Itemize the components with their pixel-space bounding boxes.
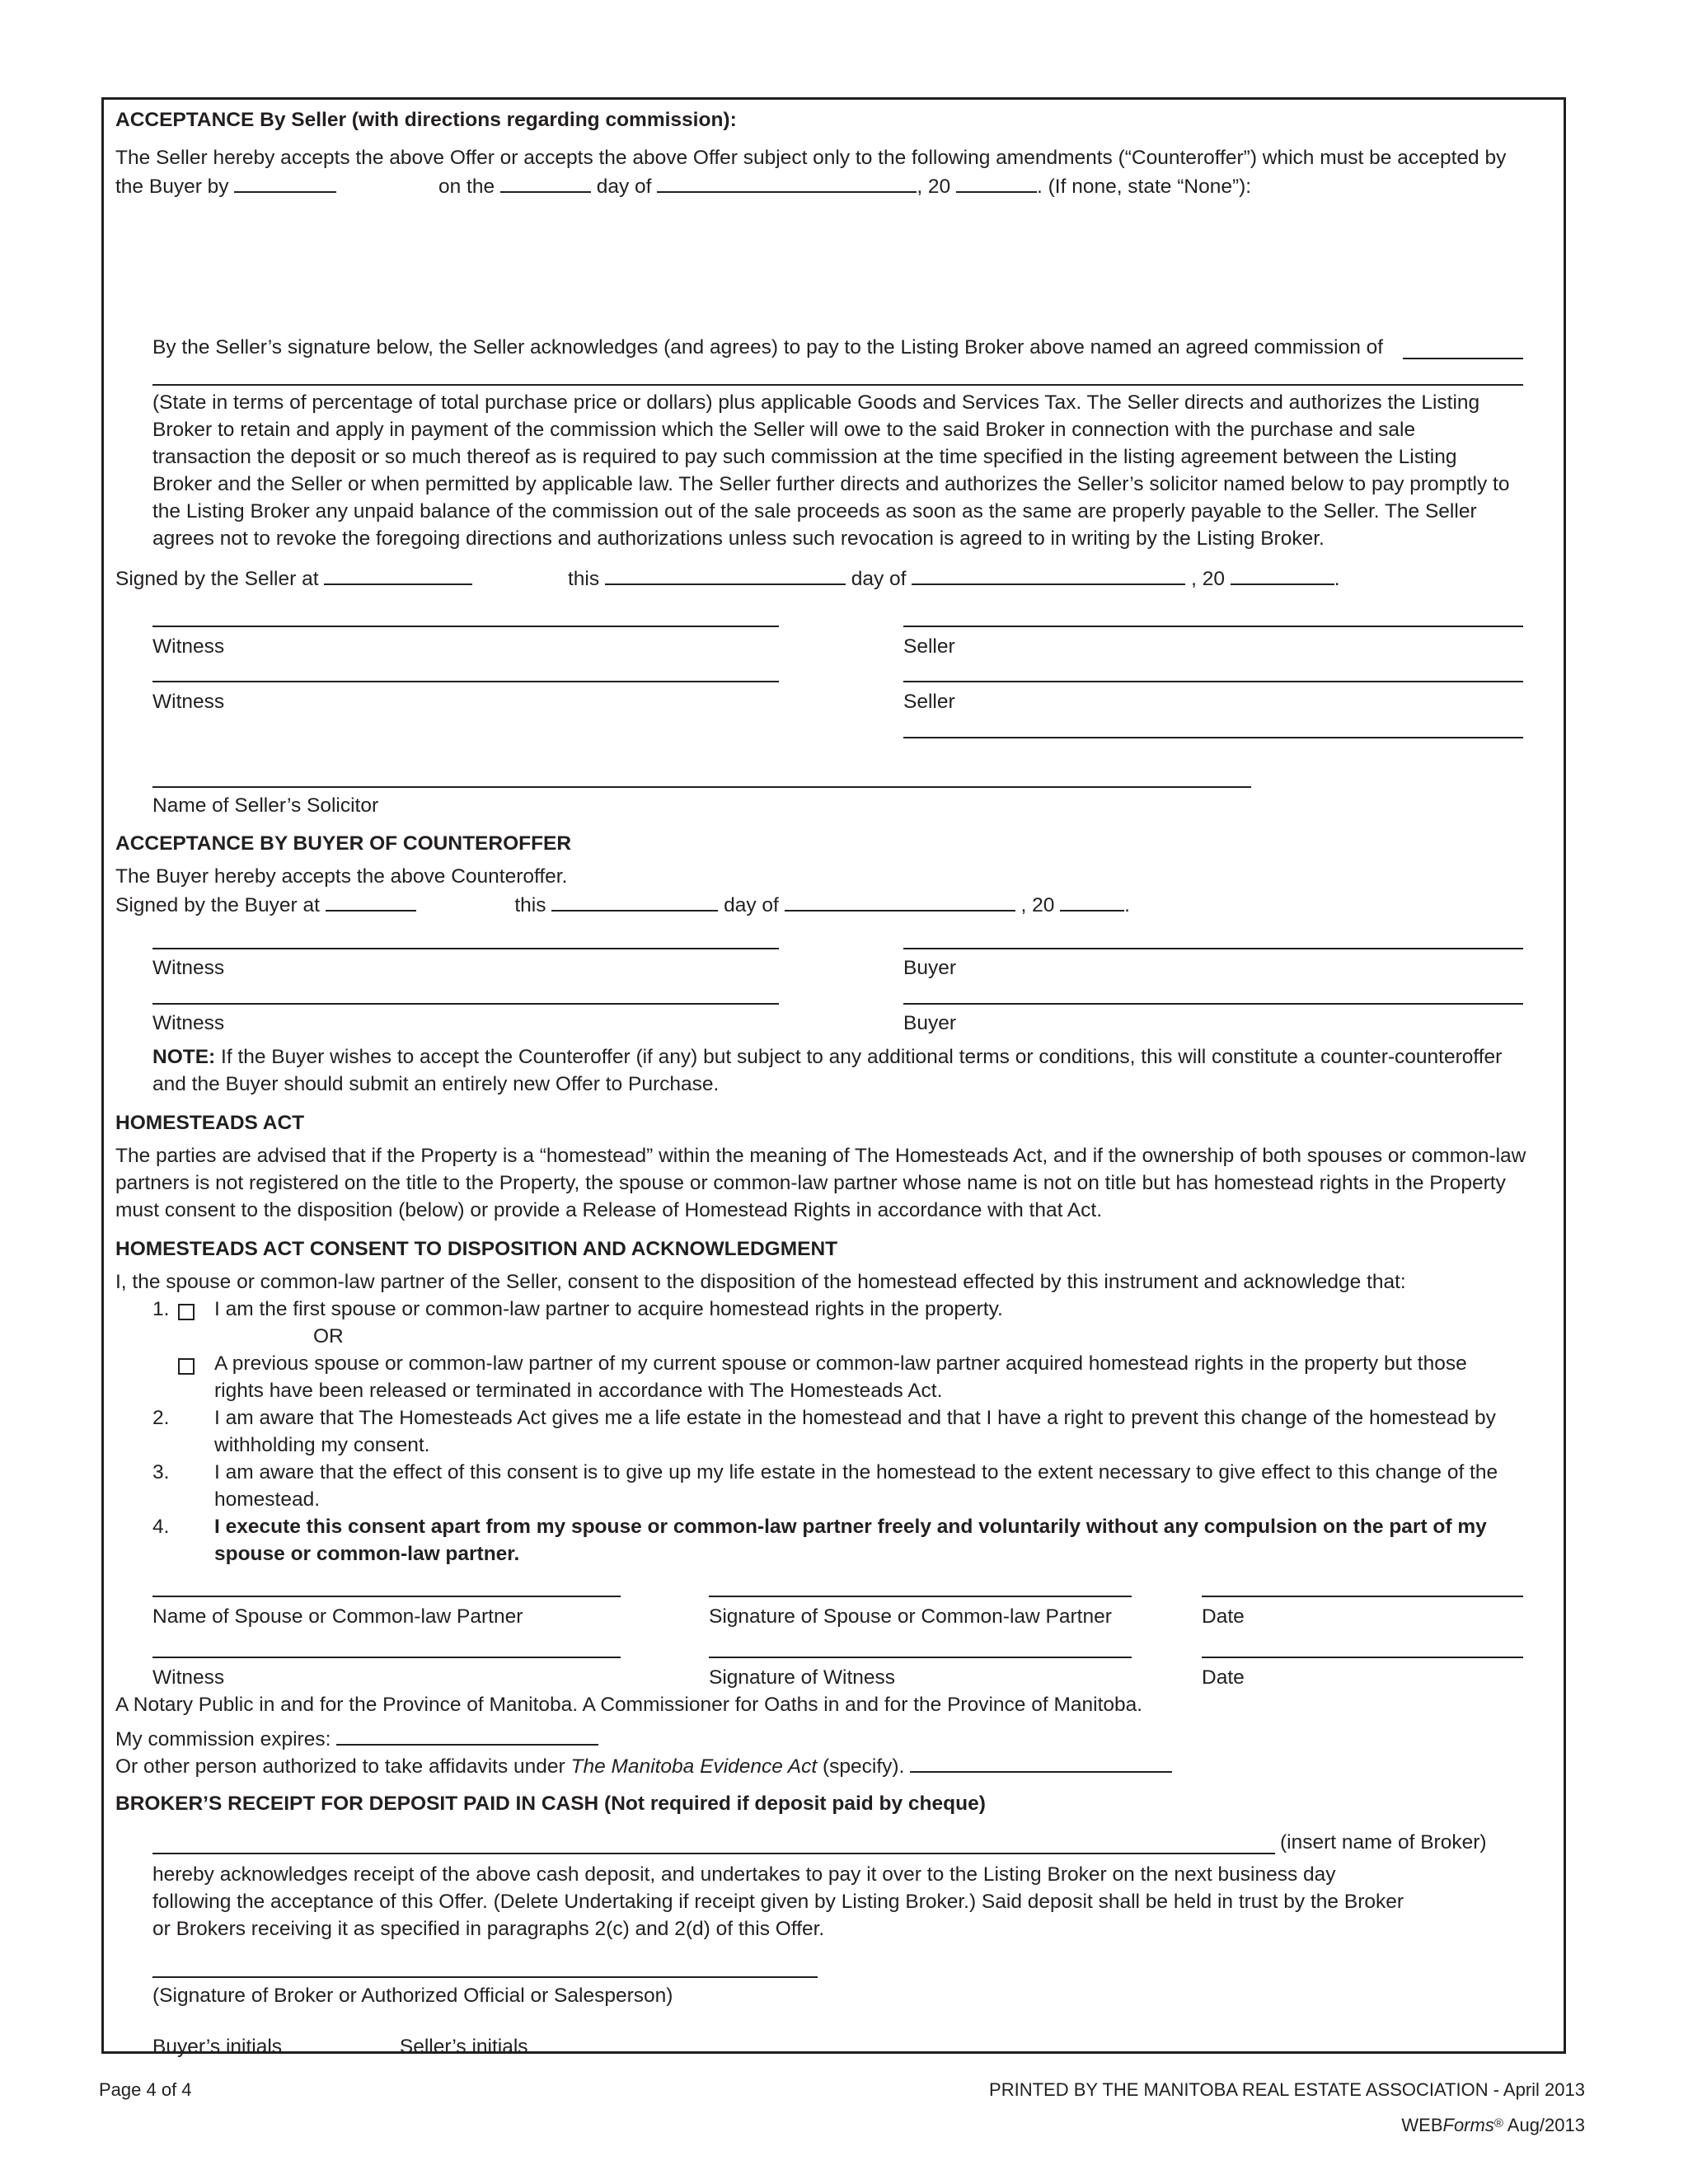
commission-blank-line2[interactable] xyxy=(152,384,1523,386)
buyer2-line[interactable] xyxy=(903,1003,1523,1005)
intro-year-label: , 20 xyxy=(917,176,951,198)
directions-line6: agrees not to revoke the foregoing directions and authorizations unless such revocation is agreed to in writing by the Listing Broker. xyxy=(152,527,1325,550)
or-label: OR xyxy=(313,1325,344,1347)
buyers-initials-blank[interactable] xyxy=(288,2032,400,2053)
item4-line2: spouse or common-law partner. xyxy=(214,1543,520,1565)
broker-signature-line[interactable] xyxy=(152,1976,818,1978)
date2-line[interactable] xyxy=(1202,1657,1523,1658)
date1-label: Date xyxy=(1202,1605,1245,1628)
commission-text: By the Seller’s signature below, the Seller acknowledges (and agrees) to pay to the Listing Broker above named an agreed commission of xyxy=(152,336,1384,359)
spouse-signature-line[interactable] xyxy=(709,1596,1132,1597)
spouse-name-line[interactable] xyxy=(152,1596,621,1597)
item2-number: 2. xyxy=(152,1407,170,1429)
directions-line2: Broker to retain and apply in payment of the commission which the Seller will owe to the said Broker in connection with the purchase and sale xyxy=(152,419,1416,441)
directions-line5: the Listing Broker any unpaid balance of the commission out of the sale proceeds as soon as the same are properly payable to the Seller. The Seller xyxy=(152,500,1477,523)
item3-line1: I am aware that the effect of this consent is to give up my life estate in the homestead to the extent necessary to give effect to this change of the xyxy=(214,1461,1498,1483)
item2-line1: I am aware that The Homesteads Act gives me a life estate in the homestead and that I have a right to prevent this change of the homestead by xyxy=(214,1407,1496,1429)
buyer-month-blank[interactable] xyxy=(785,890,1015,912)
item3-line2: homestead. xyxy=(214,1488,321,1511)
buyer-acceptance-heading: ACCEPTANCE BY BUYER OF COUNTEROFFER xyxy=(115,832,572,855)
receipt-line1: hereby acknowledges receipt of the above cash deposit, and undertakes to pay it over to the Listing Broker on the next business day xyxy=(152,1863,1336,1886)
buyer-witness1-label: Witness xyxy=(152,957,225,979)
forms-label: Forms xyxy=(1442,2115,1494,2135)
solicitor-line[interactable] xyxy=(152,786,1251,788)
homesteads-line1: The parties are advised that if the Property is a “homestead” within the meaning of The Homesteads Act, and if the ownership of both spouses or common-law xyxy=(115,1145,1526,1167)
commission-expires-label: My commission expires: xyxy=(115,1728,331,1750)
date1-line[interactable] xyxy=(1202,1596,1523,1597)
notary-text: A Notary Public in and for the Province of Manitoba. A Commissioner for Oaths in and for the Province of Manitoba. xyxy=(115,1694,1143,1716)
initials-row xyxy=(152,2032,649,2060)
item4-line1: I execute this consent apart from my spouse or common-law partner freely and voluntarily without any compulsion on the part of my xyxy=(214,1516,1487,1538)
directions-line4: Broker and the Seller or when permitted by applicable law. The Seller further directs and authorizes the Seller’s solicitor named below to pay promptly to xyxy=(152,473,1510,495)
seller1-label: Seller xyxy=(903,635,955,658)
other-person-blank[interactable] xyxy=(910,1751,1172,1773)
buyer-this-label: this xyxy=(514,894,546,916)
seller-month-blank[interactable] xyxy=(912,564,1185,585)
intro-none-label: . (If none, state “None”): xyxy=(1037,176,1252,198)
commission-expires-row xyxy=(115,1724,598,1753)
printed-by: PRINTED BY THE MANITOBA REAL ESTATE ASSOCIATION - April 2013 xyxy=(989,2079,1585,2100)
seller-intro-line1: The Seller hereby accepts the above Offer or accepts the above Offer subject only to the following amendments (“Counteroffer”) which must be accepted by xyxy=(115,147,1507,169)
homesteads-line3: must consent to the disposition (below) or provide a Release of Homestead Rights in accordance with that Act. xyxy=(115,1199,1103,1221)
witness2-line[interactable] xyxy=(152,681,779,682)
seller2-line[interactable] xyxy=(903,681,1523,682)
consent-witness-line[interactable] xyxy=(152,1657,621,1658)
item1a-text: I am the first spouse or common-law partner to acquire homestead rights in the property. xyxy=(214,1298,1003,1320)
item3-number: 3. xyxy=(152,1461,170,1483)
broker-receipt-heading: BROKER’S RECEIPT FOR DEPOSIT PAID IN CASH (Not required if deposit paid by cheque) xyxy=(115,1793,986,1815)
webforms-version xyxy=(1401,2111,1585,2139)
buyer-signed-at-blank[interactable] xyxy=(326,890,416,912)
commission-expires-blank[interactable] xyxy=(336,1724,598,1746)
version-label: Aug/2013 xyxy=(1503,2115,1585,2135)
note-line1 xyxy=(152,1043,1502,1071)
note-label: NOTE: xyxy=(152,1046,216,1068)
directions-line1: (State in terms of percentage of total purchase price or dollars) plus applicable Goods and Services Tax. The Seller directs and authorizes the Listing xyxy=(152,391,1480,414)
seller-year-label: , 20 xyxy=(1191,568,1225,590)
item1-number: 1. xyxy=(152,1298,170,1320)
first-spouse-checkbox[interactable] xyxy=(178,1304,195,1320)
note-text: If the Buyer wishes to accept the Counteroffer (if any) but subject to any additional terms or conditions, this will constitute a counter-counteroffer xyxy=(215,1046,1503,1068)
other-person-row xyxy=(115,1751,1172,1780)
buyer-signed-at-row xyxy=(115,890,1130,919)
intro-by-label: the Buyer by xyxy=(115,176,229,198)
buyer-witness2-line[interactable] xyxy=(152,1003,779,1005)
seller-year-blank[interactable] xyxy=(1231,564,1334,585)
web-label: WEB xyxy=(1401,2115,1443,2135)
seller2-label: Seller xyxy=(903,691,955,713)
item1b-line1: A previous spouse or common-law partner of my current spouse or common-law partner acquired homestead rights in the property but those xyxy=(214,1352,1467,1375)
seller-signed-at-row xyxy=(115,564,1340,593)
solicitor-label: Name of Seller’s Solicitor xyxy=(152,794,379,817)
page-number: Page 4 of 4 xyxy=(99,2079,192,2100)
buyers-initials-label: Buyer’s initials xyxy=(152,2036,283,2058)
year-blank[interactable] xyxy=(956,171,1037,193)
seller-intro-line2 xyxy=(115,171,1251,200)
previous-spouse-checkbox[interactable] xyxy=(178,1358,195,1375)
buyer-year-label: , 20 xyxy=(1020,894,1055,916)
item4-number: 4. xyxy=(152,1516,170,1538)
buyer-witness2-label: Witness xyxy=(152,1012,225,1034)
buyer-day-of-label: day of xyxy=(724,894,779,916)
witness1-line[interactable] xyxy=(152,626,779,627)
witness-signature-line[interactable] xyxy=(709,1657,1132,1658)
seller-acceptance-heading: ACCEPTANCE By Seller (with directions regarding commission): xyxy=(115,109,737,131)
month-blank[interactable] xyxy=(657,171,917,193)
other-person-post: (specify). xyxy=(817,1755,905,1778)
consent-heading: HOMESTEADS ACT CONSENT TO DISPOSITION AND ACKNOWLEDGMENT xyxy=(115,1238,838,1260)
date2-label: Date xyxy=(1202,1666,1245,1689)
seller-this-label: this xyxy=(567,568,600,590)
witness2-label: Witness xyxy=(152,691,225,713)
receipt-line2: following the acceptance of this Offer. (Delete Undertaking if receipt given by Listing Broker.) Said deposit shall be held in trust by the Broker xyxy=(152,1891,1404,1913)
broker-name-line[interactable] xyxy=(152,1853,1275,1854)
buyer-accepts-text: The Buyer hereby accepts the above Counteroffer. xyxy=(115,865,568,888)
other-person-act: The Manitoba Evidence Act xyxy=(570,1755,818,1778)
spouse-signature-label: Signature of Spouse or Common-law Partner xyxy=(709,1605,1112,1628)
intro-day-of-label: day of xyxy=(596,176,652,198)
buyer1-label: Buyer xyxy=(903,957,957,979)
seller-this-blank[interactable] xyxy=(605,564,846,585)
seller1-line[interactable] xyxy=(903,626,1523,627)
sellers-initials-blank[interactable] xyxy=(533,2032,649,2053)
consent-intro: I, the spouse or common-law partner of the Seller, consent to the disposition of the homestead effected by this instrument and acknowledge that: xyxy=(115,1271,1406,1293)
other-person-pre: Or other person authorized to take affidavits under xyxy=(115,1755,571,1778)
on-the-day-blank[interactable] xyxy=(500,171,591,193)
sellers-initials-label: Seller’s initials xyxy=(399,2036,528,2058)
item1b-line2: rights have been released or terminated in accordance with The Homesteads Act. xyxy=(214,1380,943,1402)
intro-on-the-label: on the xyxy=(438,176,495,198)
witness-signature-label: Signature of Witness xyxy=(709,1666,896,1689)
insert-broker-name-label: (insert name of Broker) xyxy=(1280,1831,1487,1854)
witness1-label: Witness xyxy=(152,635,225,658)
buyer-year-blank[interactable] xyxy=(1060,890,1124,912)
receipt-line3: or Brokers receiving it as specified in paragraphs 2(c) and 2(d) of this Offer. xyxy=(152,1918,825,1940)
buyer1-line[interactable] xyxy=(903,948,1523,949)
registered-mark: ® xyxy=(1493,2116,1503,2130)
seller-extra-line[interactable] xyxy=(903,737,1523,738)
consent-witness-label: Witness xyxy=(152,1666,225,1689)
seller-period: . xyxy=(1334,568,1340,590)
buyer-by-blank[interactable] xyxy=(234,171,336,193)
broker-signature-label: (Signature of Broker or Authorized Official or Salesperson) xyxy=(152,1985,673,2007)
seller-day-of-label: day of xyxy=(851,568,907,590)
buyer2-label: Buyer xyxy=(903,1012,957,1034)
directions-line3: transaction the deposit or so much thereof as is required to pay such commission at the time specified in the listing agreement between the Listing xyxy=(152,446,1457,468)
commission-blank[interactable] xyxy=(1403,358,1523,359)
seller-signed-at-blank[interactable] xyxy=(324,564,472,585)
item2-line2: withholding my consent. xyxy=(214,1434,430,1456)
spouse-name-label: Name of Spouse or Common-law Partner xyxy=(152,1605,523,1628)
signed-by-buyer-label: Signed by the Buyer at xyxy=(115,894,320,916)
homesteads-heading: HOMESTEADS ACT xyxy=(115,1112,305,1134)
homesteads-line2: partners is not registered on the title to the Property, the spouse or common-law partner whose name is not on title but has homestead rights in the Property xyxy=(115,1172,1506,1194)
buyer-period: . xyxy=(1124,894,1130,916)
note-line2: and the Buyer should submit an entirely new Offer to Purchase. xyxy=(152,1073,720,1095)
signed-by-seller-label: Signed by the Seller at xyxy=(115,568,319,590)
buyer-witness1-line[interactable] xyxy=(152,948,779,949)
buyer-this-blank[interactable] xyxy=(551,890,718,912)
